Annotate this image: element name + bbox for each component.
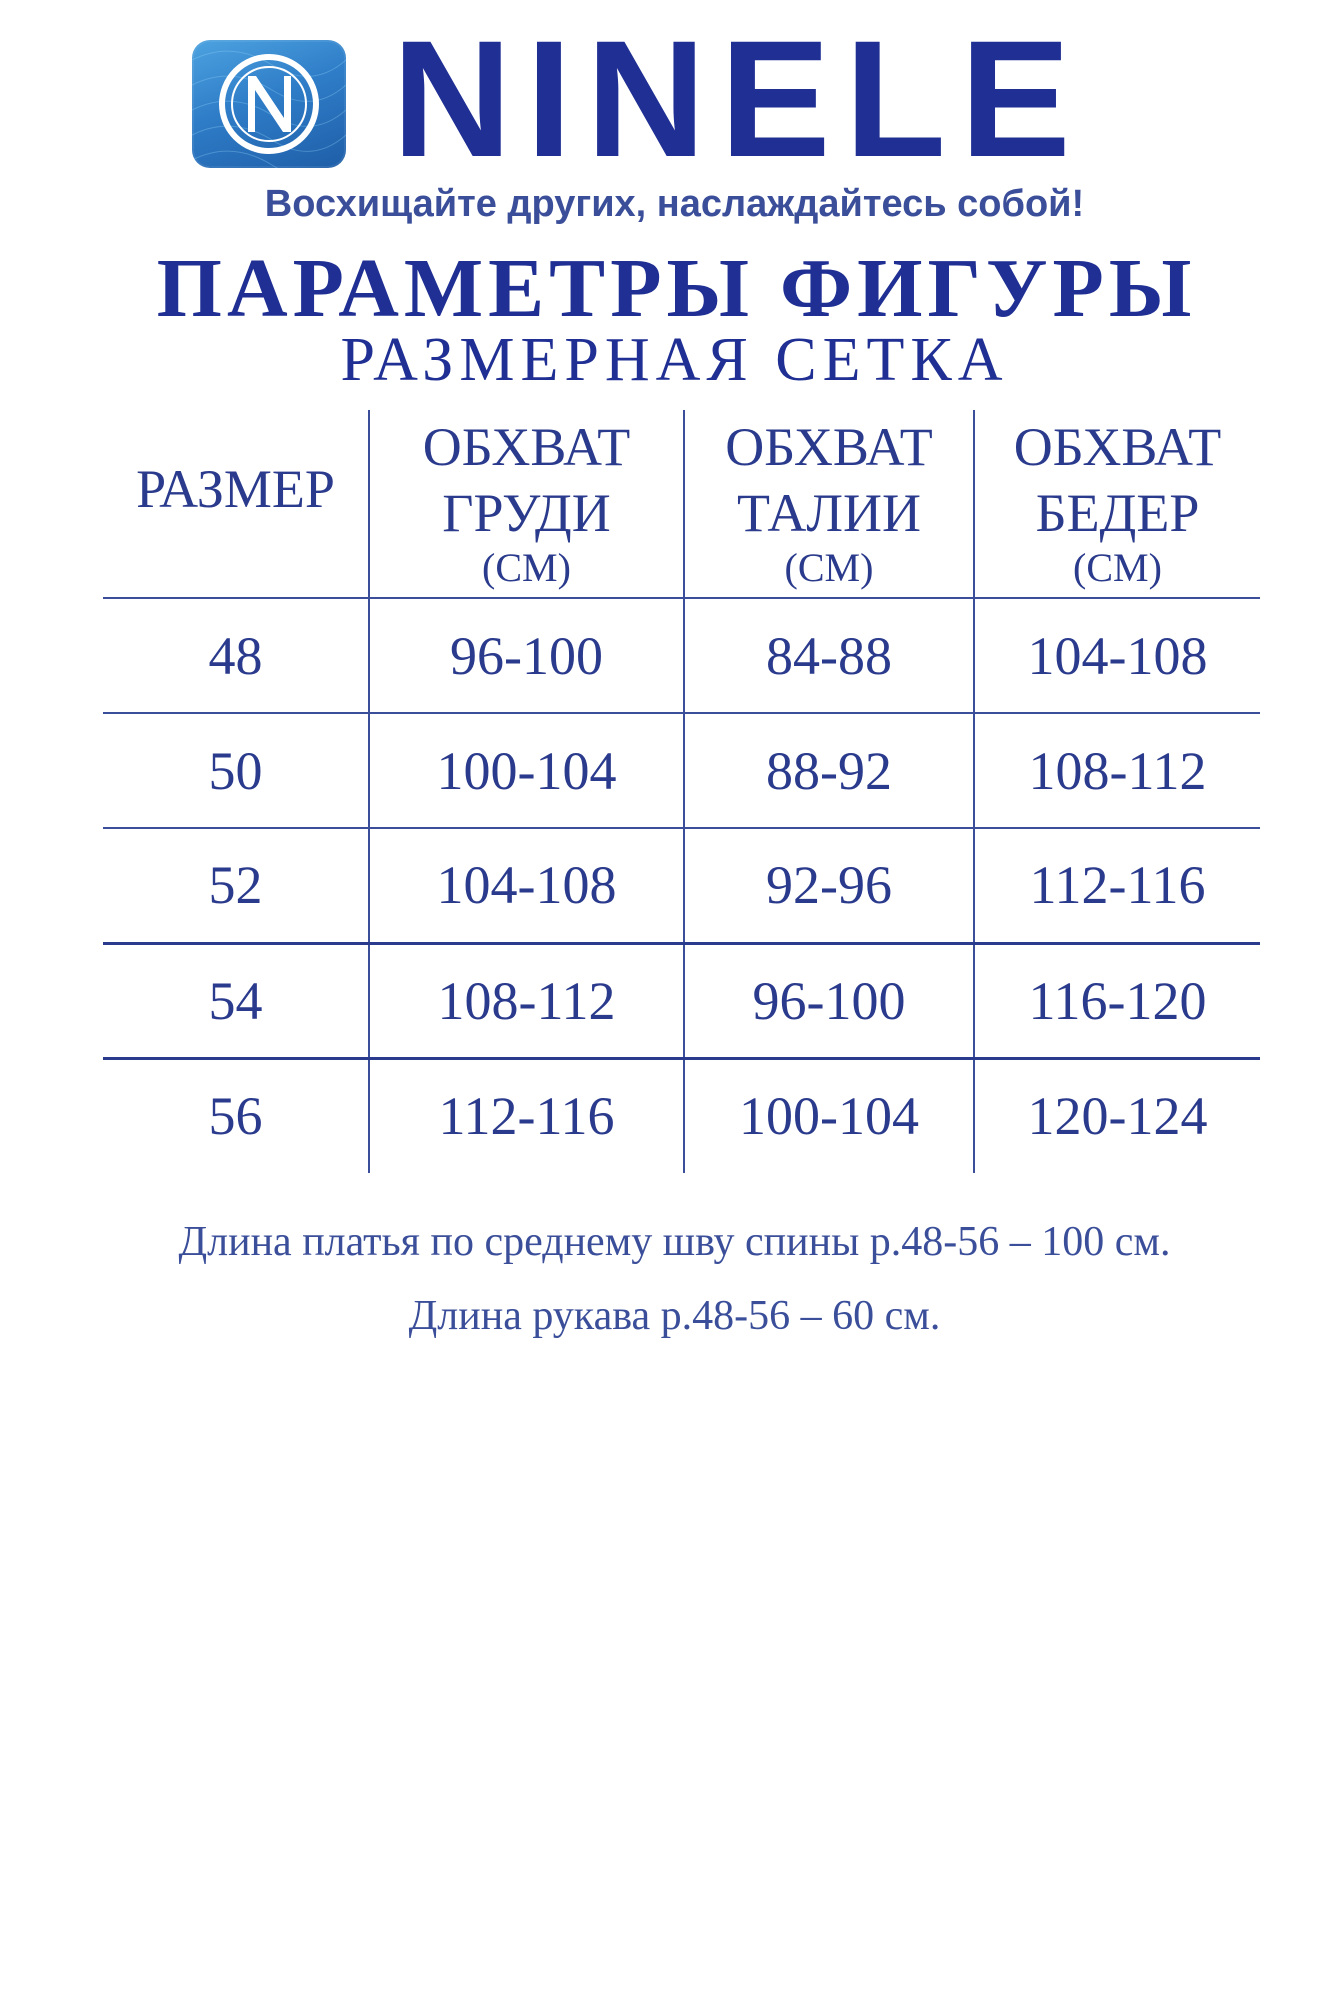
cell-hips: 116-120: [974, 943, 1260, 1058]
cell-waist: 96-100: [684, 943, 974, 1058]
cell-size: 54: [103, 943, 369, 1058]
dress-length-note: Длина платья по среднему шву спины р.48-56 – 100 см.: [178, 1219, 1171, 1265]
header-bust-line2: ГРУДИ: [442, 482, 611, 543]
brand-header: [0, 0, 1333, 245]
sleeve-length-note: Длина рукава р.48-56 – 60 см.: [408, 1293, 941, 1339]
table-row: [103, 943, 1260, 1058]
header-waist: [684, 410, 974, 598]
cell-waist: 100-104: [684, 1058, 974, 1173]
cell-bust: 108-112: [369, 943, 684, 1058]
cell-waist: 88-92: [684, 713, 974, 828]
cell-waist: 84-88: [684, 598, 974, 713]
header-hips: [974, 410, 1260, 598]
page-title: ПАРАМЕТРЫ ФИГУРЫ: [156, 242, 1197, 335]
brand-logo-badge: [192, 40, 346, 168]
header-bust-line1: ОБХВАТ: [422, 416, 631, 477]
cell-hips: 108-112: [974, 713, 1260, 828]
cell-bust: 96-100: [369, 598, 684, 713]
header-hips-line1: ОБХВАТ: [1013, 416, 1222, 477]
header-waist-line1: ОБХВАТ: [725, 416, 933, 477]
cell-bust: 104-108: [369, 828, 684, 943]
header-waist-unit: (СМ): [784, 544, 874, 590]
cell-bust: 100-104: [369, 713, 684, 828]
brand-name: NINELE: [392, 7, 1085, 192]
cell-bust: 112-116: [369, 1058, 684, 1173]
brand-tagline: Восхищайте других, наслаждайтесь собой!: [264, 183, 1085, 225]
header-bust-unit: (СМ): [482, 544, 571, 590]
cell-hips: 112-116: [974, 828, 1260, 943]
size-chart-table: [103, 410, 1260, 1173]
cell-size: 48: [103, 598, 369, 713]
header-size: РАЗМЕР: [136, 458, 335, 519]
cell-hips: 120-124: [974, 1058, 1260, 1173]
cell-size: 50: [103, 713, 369, 828]
ninele-logo-icon: [192, 40, 346, 168]
cell-waist: 92-96: [684, 828, 974, 943]
cell-hips: 104-108: [974, 598, 1260, 713]
cell-size: 56: [103, 1058, 369, 1173]
header-hips-unit: (СМ): [1073, 544, 1162, 590]
header-bust: [369, 410, 684, 598]
table-row: [103, 713, 1260, 828]
table-header-row: [103, 410, 1260, 598]
table-row: [103, 828, 1260, 943]
header-waist-line2: ТАЛИИ: [737, 482, 921, 543]
header-hips-line2: БЕДЕР: [1035, 482, 1200, 543]
table-row: [103, 1058, 1260, 1173]
table-row: [103, 598, 1260, 713]
page-subtitle: РАЗМЕРНАЯ СЕТКА: [340, 326, 1009, 394]
cell-size: 52: [103, 828, 369, 943]
